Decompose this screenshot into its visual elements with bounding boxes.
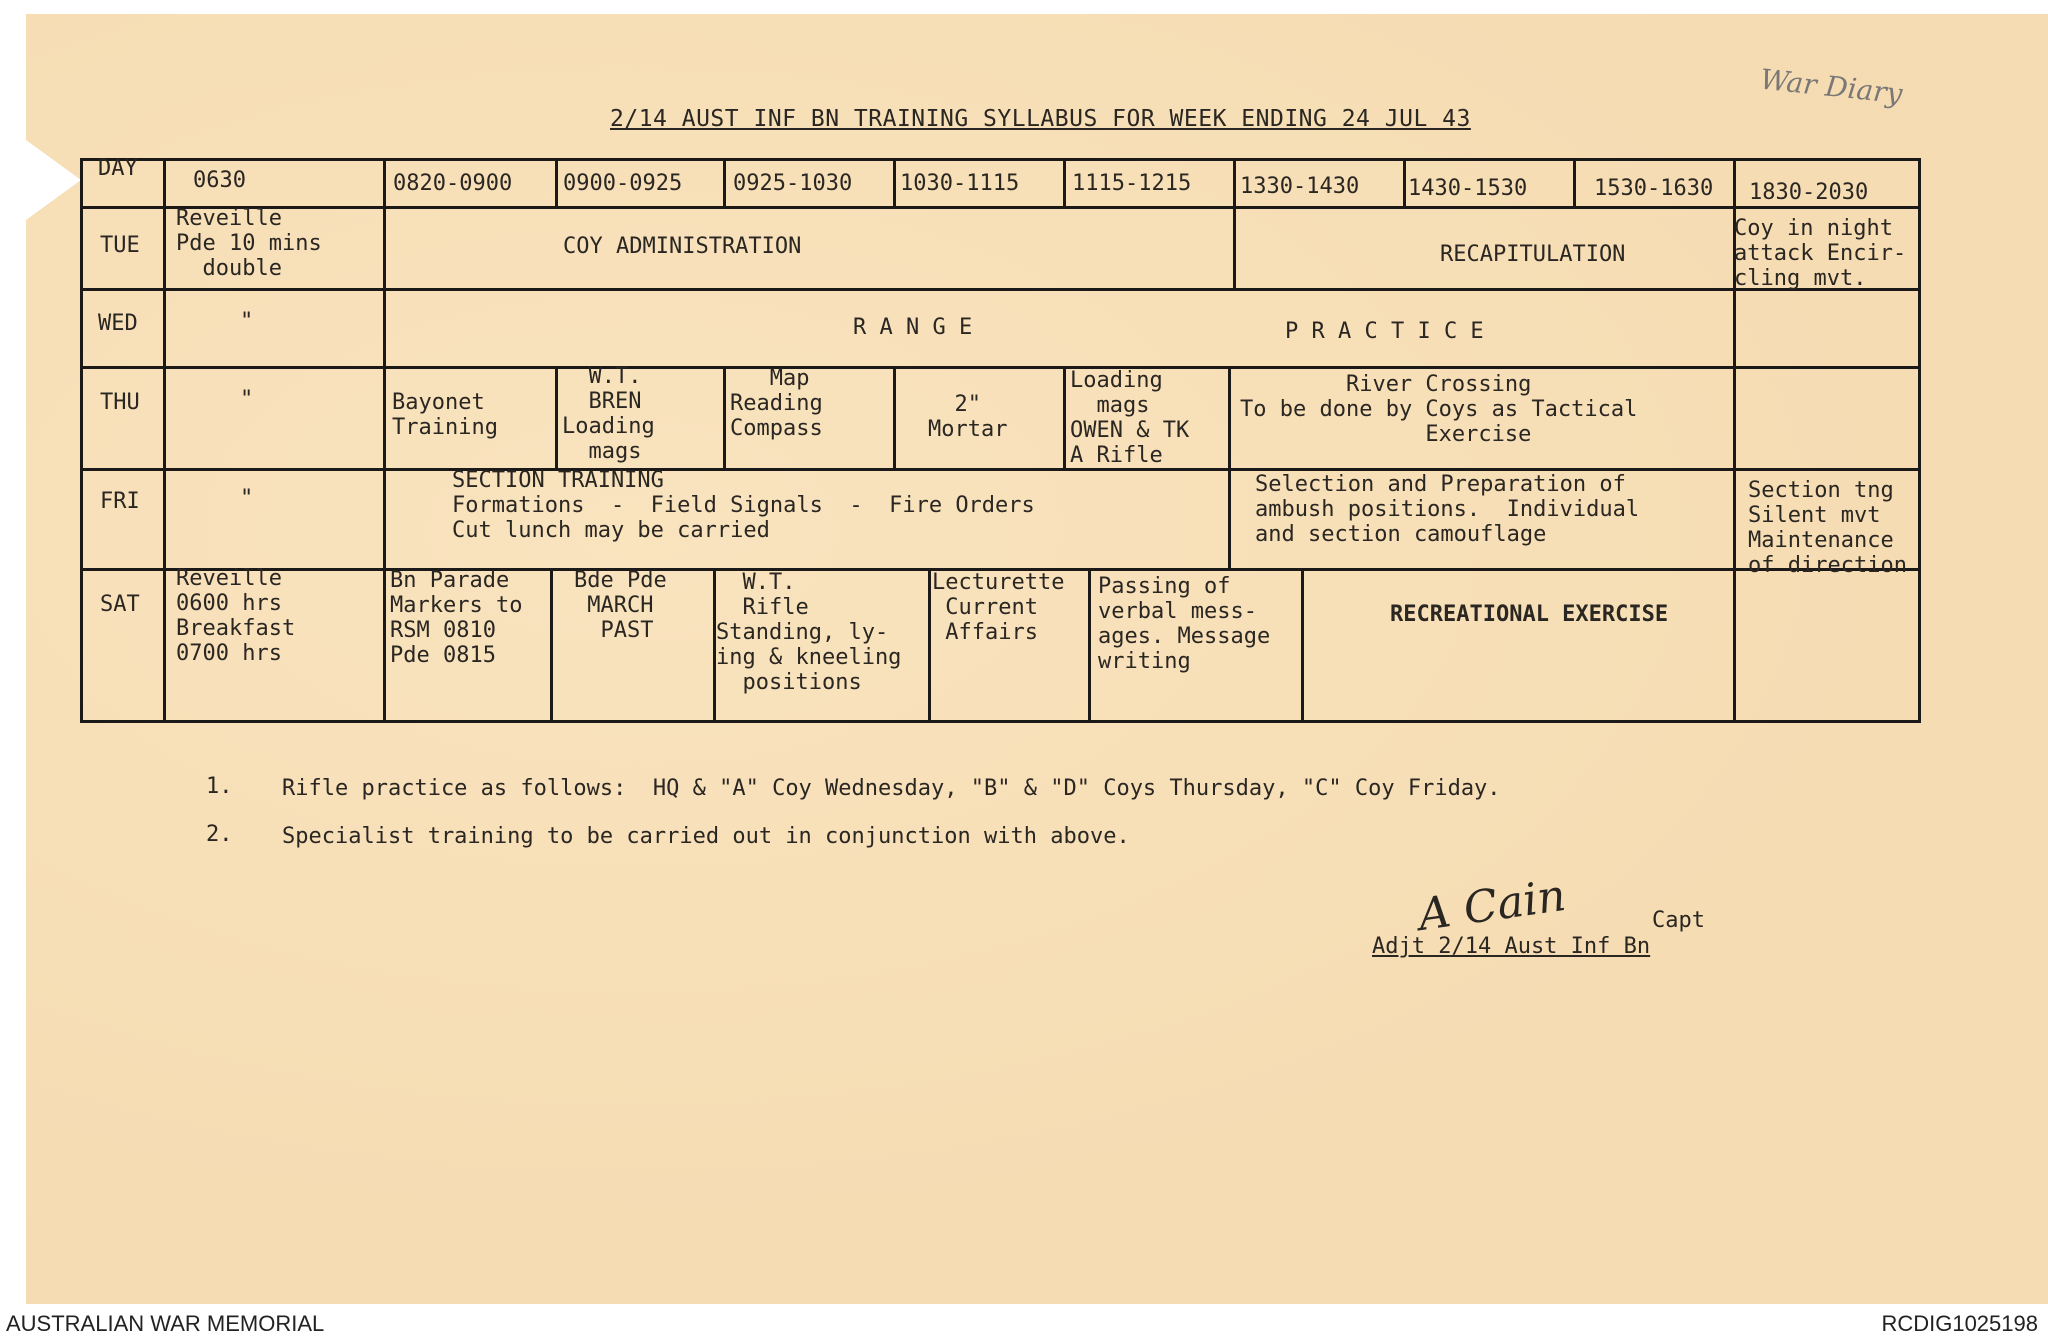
table-rule xyxy=(893,366,896,470)
archive-footer xyxy=(0,1304,2048,1342)
signature-appointment: Adjt 2/14 Aust Inf Bn xyxy=(1372,934,1651,959)
header-time: 1030-1115 xyxy=(900,171,1020,196)
archive-id: RCDIG1025198 xyxy=(1881,1311,2038,1336)
tue-morning: COY ADMINISTRATION xyxy=(563,234,802,259)
table-rule xyxy=(1573,158,1576,208)
sat-recreational: RECREATIONAL EXERCISE xyxy=(1390,602,1669,627)
archive-name: AUSTRALIAN WAR MEMORIAL xyxy=(6,1311,325,1336)
thu-bayonet: Bayonet Training xyxy=(392,390,498,440)
day-label: WED xyxy=(98,311,138,336)
tue-early: Reveille Pde 10 mins double xyxy=(176,206,322,281)
wed-range: R A N G E xyxy=(853,315,973,340)
table-rule xyxy=(80,288,1920,291)
table-rule xyxy=(555,158,558,208)
note-text: Specialist training to be carried out in conjunction with above. xyxy=(282,824,1130,849)
header-time: 1330-1430 xyxy=(1240,174,1360,199)
day-label: TUE xyxy=(100,233,140,258)
wed-early: " xyxy=(240,309,254,334)
thu-wt-bren: W.T. BREN Loading mags xyxy=(562,364,655,464)
table-rule xyxy=(80,158,1920,161)
day-label: SAT xyxy=(100,592,140,617)
table-rule xyxy=(723,366,726,470)
day-label: FRI xyxy=(100,489,140,514)
sat-early: Reveille 0600 hrs Breakfast 0700 hrs xyxy=(176,566,296,666)
thu-early: " xyxy=(240,387,254,412)
table-rule xyxy=(1918,158,1921,723)
table-rule xyxy=(80,158,83,723)
header-day: DAY xyxy=(98,156,138,181)
header-time: 0820-0900 xyxy=(393,171,513,196)
thu-map-reading: Map Reading Compass xyxy=(730,366,823,441)
table-rule xyxy=(383,158,386,723)
table-rule xyxy=(1063,158,1066,208)
header-time: 0630 xyxy=(193,168,246,193)
table-rule xyxy=(80,206,1920,209)
note-number: 1. xyxy=(206,774,233,799)
note-text: Rifle practice as follows: HQ & "A" Coy Wednesday, "B" & "D" Coys Thursday, "C" Coy Friday. xyxy=(282,776,1501,801)
sat-bn-parade: Bn Parade Markers to RSM 0810 Pde 0815 xyxy=(390,568,523,668)
table-rule xyxy=(1088,568,1091,723)
sat-lecturette: Lecturette Current Affairs xyxy=(932,570,1065,645)
table-rule xyxy=(928,568,931,723)
tue-afternoon: RECAPITULATION xyxy=(1440,242,1626,267)
table-rule xyxy=(1233,158,1236,208)
note-number: 2. xyxy=(206,822,233,847)
table-rule xyxy=(80,720,1920,723)
fri-ambush: Selection and Preparation of ambush positions. Individual and section camouflage xyxy=(1255,472,1640,547)
table-rule xyxy=(80,366,1920,369)
table-rule xyxy=(163,158,166,723)
table-rule xyxy=(723,158,726,208)
table-rule xyxy=(550,568,553,723)
wed-practice: P R A C T I C E xyxy=(1285,319,1484,344)
thu-loading-mags: Loading mags OWEN & TK A Rifle xyxy=(1070,368,1190,468)
sat-passing-messages: Passing of verbal mess- ages. Message writing xyxy=(1098,574,1271,674)
thu-river-crossing: River Crossing To be done by Coys as Tactical Exercise xyxy=(1240,372,1638,447)
fri-section-training: SECTION TRAINING Formations - Field Signals - Fire Orders Cut lunch may be carried xyxy=(452,468,1035,543)
document-title: 2/14 AUST INF BN TRAINING SYLLABUS FOR WEEK ENDING 24 JUL 43 xyxy=(610,106,1471,132)
table-rule xyxy=(1228,366,1231,470)
thu-mortar: 2" Mortar xyxy=(928,392,1008,442)
header-time: 1830-2030 xyxy=(1749,180,1869,205)
header-time: 1530-1630 xyxy=(1594,176,1714,201)
fri-early: " xyxy=(240,486,254,511)
fri-evening: Section tng Silent mvt Maintenance of direction xyxy=(1748,478,1907,578)
table-rule xyxy=(893,158,896,208)
table-rule xyxy=(1233,206,1236,290)
day-label: THU xyxy=(100,390,140,415)
table-rule xyxy=(1063,366,1066,470)
header-time: 0925-1030 xyxy=(733,171,853,196)
table-rule xyxy=(1228,468,1231,570)
handwritten-signature: A Cain xyxy=(1415,869,1569,942)
header-time: 1115-1215 xyxy=(1072,171,1192,196)
torn-corner xyxy=(26,140,81,220)
table-rule xyxy=(1403,158,1406,208)
sat-bde-pde: Bde Pde MARCH PAST xyxy=(574,568,667,643)
header-time: 1430-1530 xyxy=(1408,176,1528,201)
sat-wt-rifle: W.T. Rifle Standing, ly- ing & kneeling positions xyxy=(716,570,902,695)
signature-rank: Capt xyxy=(1652,908,1705,933)
pencil-annotation: War Diary xyxy=(1758,62,1904,111)
table-rule xyxy=(555,366,558,470)
header-time: 0900-0925 xyxy=(563,171,683,196)
table-rule xyxy=(1301,568,1304,723)
tue-evening: Coy in night attack Encir- cling mvt. xyxy=(1734,216,1907,291)
